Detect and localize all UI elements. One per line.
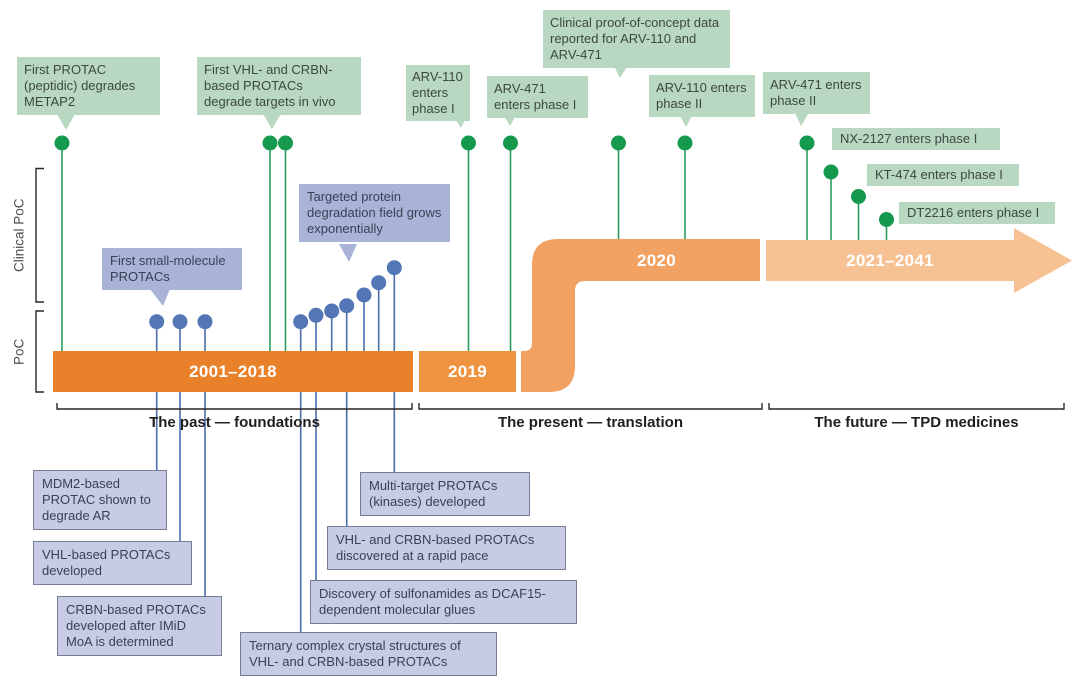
event-field-grows-exponentially: Targeted protein degradation field grows exponentially: [299, 184, 450, 242]
axis-label-poc: PoC: [11, 338, 27, 365]
axis-label-clinical-poc: Clinical PoC: [11, 198, 27, 272]
event-arv110-phase2: ARV-110 enters phase II: [649, 75, 755, 117]
poc-event-stems: [157, 268, 395, 633]
foundation-mdm2-protac: MDM2-based PROTAC shown to degrade AR: [33, 470, 167, 530]
event-arv471-phase1: ARV-471 enters phase I: [487, 76, 588, 118]
bar-2019-label: 2019: [447, 361, 488, 381]
event-arv471-phase2: ARV-471 enters phase II: [763, 72, 870, 114]
event-nx2127-phase1: NX-2127 enters phase I: [832, 128, 1000, 150]
clinical-milestone-dots: [55, 136, 895, 228]
era-label-past: The past — foundations: [149, 414, 320, 431]
event-first-protac-metap2: First PROTAC (peptidic) degrades METAP2: [17, 57, 160, 115]
past-bar-label: 2001–2018: [189, 361, 277, 381]
event-clinical-poc-data: Clinical proof-of-concept data reported for ARV-110 and ARV-471: [543, 10, 730, 68]
bar-2020-label: 2020: [636, 250, 677, 270]
event-vhl-crbn-in-vivo: First VHL- and CRBN-based PROTACs degrade targets in vivo: [197, 57, 361, 115]
era-label-present: The present — translation: [497, 414, 684, 431]
axis-brackets: [36, 169, 44, 393]
event-first-small-molecule-protacs: First small-molecule PROTACs: [102, 248, 242, 290]
foundation-ternary-structures: Ternary complex crystal structures of VHL- and CRBN-based PROTACs: [240, 632, 497, 676]
foundation-multitarget-protacs: Multi-target PROTACs (kinases) developed: [360, 472, 530, 516]
future-bar-label: 2021–2041: [846, 250, 934, 270]
foundation-rapid-discovery: VHL- and CRBN-based PROTACs discovered at a rapid pace: [327, 526, 566, 570]
foundation-crbn-protacs: CRBN-based PROTACs developed after IMiD MoA is determined: [57, 596, 222, 656]
foundation-sulfonamides-glues: Discovery of sulfonamides as DCAF15-dependent molecular glues: [310, 580, 577, 624]
era-brackets-lines: [57, 403, 1064, 409]
foundation-vhl-protacs: VHL-based PROTACs developed: [33, 541, 192, 585]
era-label-future: The future — TPD medicines: [814, 414, 1019, 431]
event-arv110-phase1: ARV-110 enters phase I: [406, 65, 470, 121]
event-dt2216-phase1: DT2216 enters phase I: [899, 202, 1055, 224]
event-kt474-phase1: KT-474 enters phase I: [867, 164, 1019, 186]
